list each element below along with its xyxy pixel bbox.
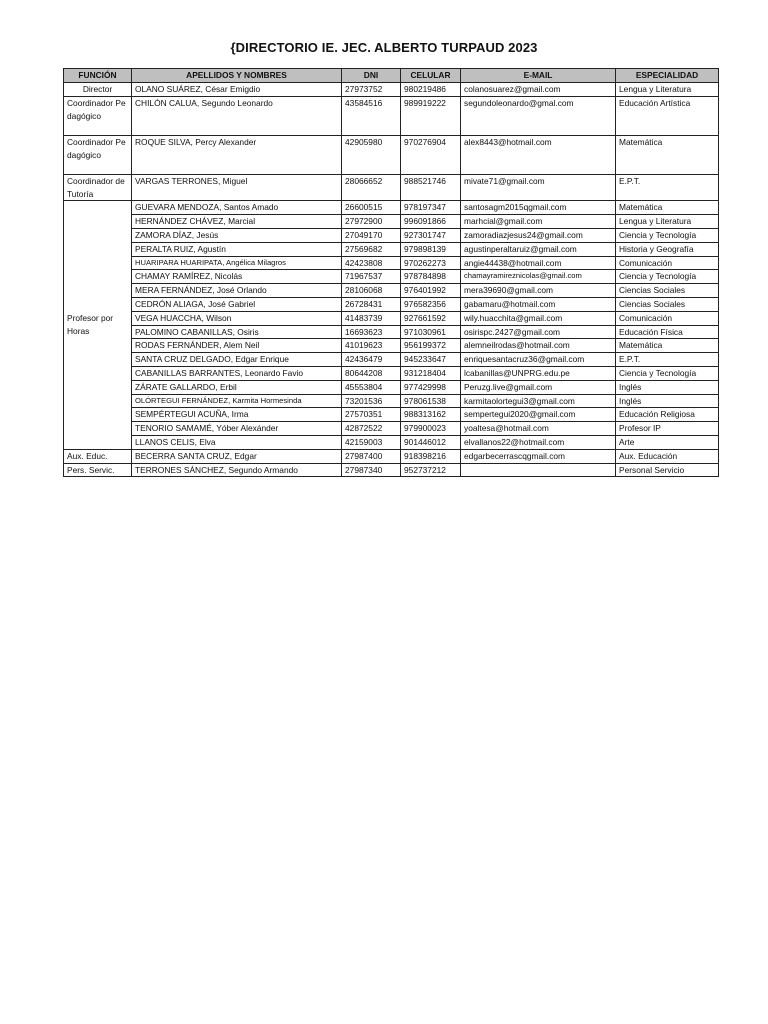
celular-cell: 970262273 xyxy=(401,256,461,270)
celular-cell: 945233647 xyxy=(401,353,461,367)
table-row xyxy=(64,435,719,449)
nombre-cell: RODAS FERNÁNDER, Alem Neil xyxy=(132,339,342,353)
email-cell: chamayramireznicolas@gmail.com xyxy=(461,270,616,284)
dni-cell: 45553804 xyxy=(342,380,401,394)
email-cell: alex8443@hotmail.com xyxy=(461,135,616,174)
table-row xyxy=(64,380,719,394)
funcion-cell: Coordinador Pedagógico xyxy=(64,135,132,174)
celular-cell: 901446012 xyxy=(401,435,461,449)
header-funcion: FUNCIÓN xyxy=(64,69,132,83)
email-cell: santosagm2015qgmail.com xyxy=(461,201,616,215)
dni-cell: 27987400 xyxy=(342,449,401,463)
email-cell: agustinperaltaruiz@gmail.com xyxy=(461,242,616,256)
dni-cell: 42423808 xyxy=(342,256,401,270)
celular-cell: 988313162 xyxy=(401,408,461,422)
dni-cell: 27569682 xyxy=(342,242,401,256)
celular-cell: 976401992 xyxy=(401,284,461,298)
especialidad-cell: Inglés xyxy=(616,394,719,408)
table-row xyxy=(64,422,719,436)
header-email: E-MAIL xyxy=(461,69,616,83)
nombre-cell: HERNÁNDEZ CHÁVEZ, Marcial xyxy=(132,215,342,229)
dni-cell: 73201536 xyxy=(342,394,401,408)
table-row xyxy=(64,256,719,270)
table-row xyxy=(64,311,719,325)
nombre-cell: OLANO SUÁREZ, César Emigdio xyxy=(132,83,342,97)
email-cell: enriquesantacruz36@gmail.com xyxy=(461,353,616,367)
table-row xyxy=(64,408,719,422)
celular-cell: 956199372 xyxy=(401,339,461,353)
dni-cell: 42159003 xyxy=(342,435,401,449)
especialidad-cell: Lengua y Literatura xyxy=(616,215,719,229)
document-title: {DIRECTORIO IE. JEC. ALBERTO TURPAUD 2023 xyxy=(230,40,538,55)
especialidad-cell: Matemática xyxy=(616,339,719,353)
especialidad-cell: Arte xyxy=(616,435,719,449)
especialidad-cell: Educación Artística xyxy=(616,96,719,135)
dni-cell: 41483739 xyxy=(342,311,401,325)
table-row xyxy=(64,339,719,353)
funcion-cell: Coordinador Pedagógico xyxy=(64,96,132,135)
nombre-cell: PERALTA RUIZ, Agustín xyxy=(132,242,342,256)
email-cell: alemneilrodas@hotmail.com xyxy=(461,339,616,353)
table-row xyxy=(64,135,719,174)
dni-cell: 42905980 xyxy=(342,135,401,174)
email-cell: mera39690@gmail.com xyxy=(461,284,616,298)
celular-cell: 988521746 xyxy=(401,174,461,201)
table-row xyxy=(64,228,719,242)
email-cell: yoaltesa@hotmail.com xyxy=(461,422,616,436)
celular-cell: 918398216 xyxy=(401,449,461,463)
especialidad-cell: Matemática xyxy=(616,135,719,174)
nombre-cell: ROQUE SILVA, Percy Alexander xyxy=(132,135,342,174)
nombre-cell: SEMPÉRTEGUI ACUÑA, Irma xyxy=(132,408,342,422)
especialidad-cell: Educación Religiosa xyxy=(616,408,719,422)
celular-cell: 979900023 xyxy=(401,422,461,436)
dni-cell: 80644208 xyxy=(342,366,401,380)
dni-cell: 41019623 xyxy=(342,339,401,353)
celular-cell: 989919222 xyxy=(401,96,461,135)
especialidad-cell: Lengua y Literatura xyxy=(616,83,719,97)
dni-cell: 28106068 xyxy=(342,284,401,298)
especialidad-cell: E.P.T. xyxy=(616,174,719,201)
celular-cell: 979898139 xyxy=(401,242,461,256)
email-cell: karmitaolortegui3@gmail.com xyxy=(461,394,616,408)
especialidad-cell: Ciencias Sociales xyxy=(616,297,719,311)
email-cell: wily.huacchita@gmail.com xyxy=(461,311,616,325)
nombre-cell: MERA FERNÁNDEZ, José Orlando xyxy=(132,284,342,298)
celular-cell: 978784898 xyxy=(401,270,461,284)
dni-cell: 26600515 xyxy=(342,201,401,215)
celular-cell: 931218404 xyxy=(401,366,461,380)
celular-cell: 971030961 xyxy=(401,325,461,339)
celular-cell: 978197347 xyxy=(401,201,461,215)
nombre-cell: ZÁRATE GALLARDO, Erbil xyxy=(132,380,342,394)
table-row xyxy=(64,449,719,463)
email-cell: lcabanillas@UNPRG.edu.pe xyxy=(461,366,616,380)
dni-cell: 71967537 xyxy=(342,270,401,284)
table-row xyxy=(64,353,719,367)
celular-cell: 996091866 xyxy=(401,215,461,229)
nombre-cell: OLÓRTEGUI FERNÁNDEZ, Karmita Hormesinda xyxy=(132,394,342,408)
email-cell: mivate71@gmail.com xyxy=(461,174,616,201)
especialidad-cell: Ciencia y Tecnología xyxy=(616,228,719,242)
nombre-cell: TENORIO SAMAMÉ, Yóber Alexánder xyxy=(132,422,342,436)
especialidad-cell: Historia y Geografía xyxy=(616,242,719,256)
especialidad-cell: Comunicación xyxy=(616,311,719,325)
especialidad-cell: Ciencia y Tecnología xyxy=(616,366,719,380)
especialidad-cell: Aux. Educación xyxy=(616,449,719,463)
especialidad-cell: Ciencia y Tecnología xyxy=(616,270,719,284)
dni-cell: 27570351 xyxy=(342,408,401,422)
nombre-cell: CABANILLAS BARRANTES, Leonardo Favio xyxy=(132,366,342,380)
celular-cell: 977429998 xyxy=(401,380,461,394)
table-row xyxy=(64,174,719,201)
funcion-cell: Profesor por Horas xyxy=(64,201,132,449)
table-row xyxy=(64,270,719,284)
dni-cell: 26728431 xyxy=(342,297,401,311)
funcion-cell: Aux. Educ. xyxy=(64,449,132,463)
header-especialidad: ESPECIALIDAD xyxy=(616,69,719,83)
table-row xyxy=(64,394,719,408)
email-cell: Peruzg.live@gmail.com xyxy=(461,380,616,394)
dni-cell: 27973752 xyxy=(342,83,401,97)
celular-cell: 976582356 xyxy=(401,297,461,311)
table-row xyxy=(64,96,719,135)
email-cell: zamoradiazjesus24@gmail.com xyxy=(461,228,616,242)
nombre-cell: HUARIPARA HUARIPATA, Angélica Milagros xyxy=(132,256,342,270)
celular-cell: 980219486 xyxy=(401,83,461,97)
email-cell: angie44438@hotmail.com xyxy=(461,256,616,270)
dni-cell: 42872522 xyxy=(342,422,401,436)
table-row xyxy=(64,83,719,97)
celular-cell: 970276904 xyxy=(401,135,461,174)
table-row xyxy=(64,284,719,298)
dni-cell: 27972900 xyxy=(342,215,401,229)
celular-cell: 978061538 xyxy=(401,394,461,408)
especialidad-cell: E.P.T. xyxy=(616,353,719,367)
table-row xyxy=(64,201,719,215)
nombre-cell: VARGAS TERRONES, Miguel xyxy=(132,174,342,201)
celular-cell: 952737212 xyxy=(401,463,461,477)
dni-cell: 27987340 xyxy=(342,463,401,477)
email-cell xyxy=(461,463,616,477)
email-cell: edgarbecerrascqgmail.com xyxy=(461,449,616,463)
especialidad-cell: Ciencias Sociales xyxy=(616,284,719,298)
table-row xyxy=(64,297,719,311)
email-cell: elvallanos22@hotmail.com xyxy=(461,435,616,449)
celular-cell: 927301747 xyxy=(401,228,461,242)
table-row xyxy=(64,215,719,229)
email-cell: marhcial@gmail.com xyxy=(461,215,616,229)
table-row xyxy=(64,463,719,477)
nombre-cell: CEDRÓN ALIAGA, José Gabriel xyxy=(132,297,342,311)
especialidad-cell: Educación Física xyxy=(616,325,719,339)
nombre-cell: PALOMINO CABANILLAS, Osiris xyxy=(132,325,342,339)
dni-cell: 43584516 xyxy=(342,96,401,135)
email-cell: osirispc.2427@gmail.com xyxy=(461,325,616,339)
especialidad-cell: Inglés xyxy=(616,380,719,394)
nombre-cell: CHILÓN CALUA, Segundo Leonardo xyxy=(132,96,342,135)
table-row xyxy=(64,325,719,339)
nombre-cell: TERRONES SÁNCHEZ, Segundo Armando xyxy=(132,463,342,477)
table-row xyxy=(64,366,719,380)
email-cell: gabamaru@hotmail.com xyxy=(461,297,616,311)
nombre-cell: BECERRA SANTA CRUZ, Edgar xyxy=(132,449,342,463)
nombre-cell: ZAMORA DÍAZ, Jesús xyxy=(132,228,342,242)
especialidad-cell: Profesor IP xyxy=(616,422,719,436)
dni-cell: 28066652 xyxy=(342,174,401,201)
table-row xyxy=(64,242,719,256)
dni-cell: 27049170 xyxy=(342,228,401,242)
especialidad-cell: Matemática xyxy=(616,201,719,215)
table-header-row xyxy=(64,69,719,83)
header-celular: CELULAR xyxy=(401,69,461,83)
directory-table xyxy=(63,68,719,477)
nombre-cell: LLANOS CELIS, Elva xyxy=(132,435,342,449)
especialidad-cell: Personal Servicio xyxy=(616,463,719,477)
nombre-cell: VEGA HUACCHA, Wilson xyxy=(132,311,342,325)
funcion-cell: Pers. Servic. xyxy=(64,463,132,477)
funcion-cell: Director xyxy=(64,83,132,97)
email-cell: segundoleonardo@gmal.com xyxy=(461,96,616,135)
email-cell: colanosuarez@gmail.com xyxy=(461,83,616,97)
nombre-cell: GUEVARA MENDOZA, Santos Amado xyxy=(132,201,342,215)
header-dni: DNI xyxy=(342,69,401,83)
dni-cell: 42436479 xyxy=(342,353,401,367)
email-cell: sempertegui2020@gmail.com xyxy=(461,408,616,422)
celular-cell: 927661592 xyxy=(401,311,461,325)
nombre-cell: CHAMAY RAMÍREZ, Nicolás xyxy=(132,270,342,284)
header-nombres: APELLIDOS Y NOMBRES xyxy=(132,69,342,83)
dni-cell: 16693623 xyxy=(342,325,401,339)
especialidad-cell: Comunicación xyxy=(616,256,719,270)
nombre-cell: SANTA CRUZ DELGADO, Edgar Enrique xyxy=(132,353,342,367)
funcion-cell: Coordinador de Tutoría xyxy=(64,174,132,201)
